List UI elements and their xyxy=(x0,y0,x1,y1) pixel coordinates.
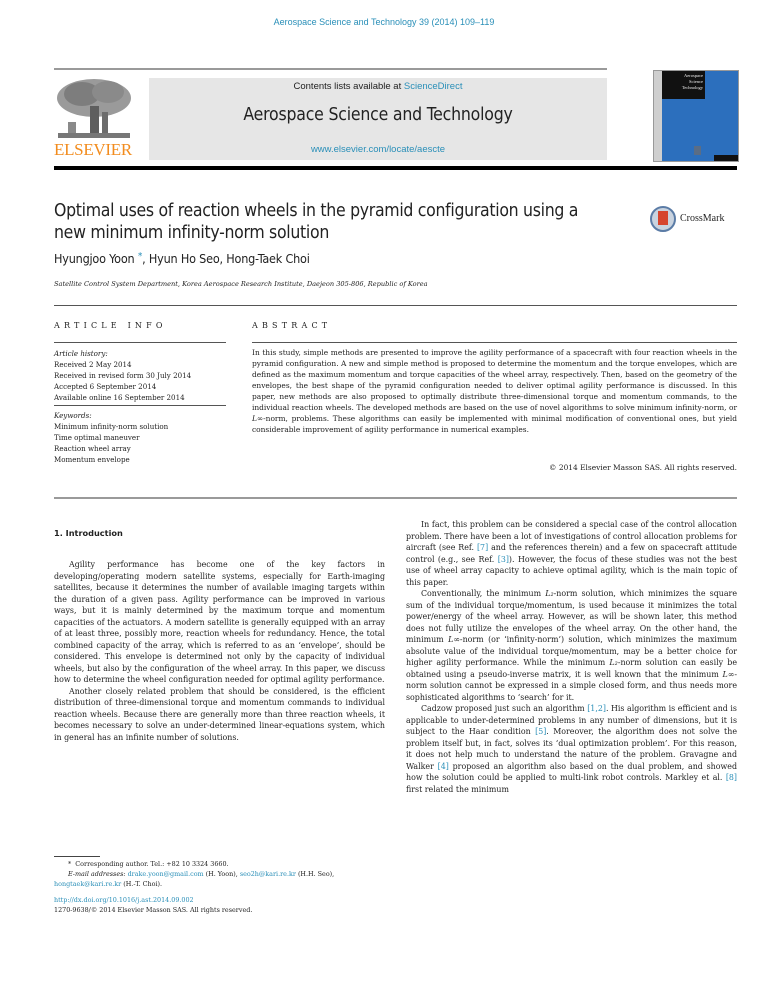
email-link[interactable]: seo2h@kari.re.kr xyxy=(239,870,296,878)
elsevier-logo[interactable] xyxy=(54,78,134,160)
text-run: -norm (or ‘infinity-norm’) solution, which minimizes the maximum absolute value of the individual torque/momentum, may be a better choice for higher agility performance. While the minimum xyxy=(406,635,737,667)
reference-link[interactable]: [1,2] xyxy=(587,704,606,713)
affiliation-rule xyxy=(54,305,737,306)
paragraph xyxy=(406,519,737,588)
cover-spine xyxy=(654,71,662,161)
abstract-rule xyxy=(252,342,737,343)
paragraph: Another closely related problem that should be considered, is the efficient distribution of three-dimensional torque and momentum commands to individual reaction wheels. Because there are generally more than three reaction wheels, it becomes necessary to solve an under-determined linear-equations system, which in general has an infinite number of solutions. xyxy=(54,686,385,742)
cover-title-line: Science xyxy=(689,79,703,84)
reference-link[interactable]: [7] xyxy=(476,543,489,552)
text-run: Cadzow proposed just such an algorithm xyxy=(421,704,588,713)
author-separator: , xyxy=(219,251,227,266)
paragraph xyxy=(406,588,737,703)
section-title-introduction: 1. Introduction xyxy=(54,528,123,538)
journal-cover-thumbnail[interactable] xyxy=(653,70,739,162)
paragraph xyxy=(406,703,737,795)
email-owner: (H.-T. Choi). xyxy=(121,880,163,888)
text-run: ). However, the focus of these studies was not the best use of wheel array capacity to achieve optimal agility, which is the main topic of this paper. xyxy=(406,554,737,587)
text-run: -norm solution, which minimizes the square sum of the individual torque/momentum, is used because it minimizes the total power/energy of the wheel array. However, as will be shown later, this method does not fully utilize the envelopes of the wheel array. On the other hand, the minimum xyxy=(406,589,737,644)
elsevier-tree-icon xyxy=(54,78,134,141)
right-column xyxy=(406,519,737,795)
doi-block xyxy=(54,895,385,915)
article-history-label: Article history: xyxy=(54,349,108,358)
cover-bottom-bar xyxy=(714,155,738,161)
footnote-rule xyxy=(54,856,100,857)
reference-link[interactable]: [5] xyxy=(535,727,547,736)
crossmark-button[interactable] xyxy=(650,206,740,236)
keyword-item: Momentum envelope xyxy=(54,455,130,464)
keywords-block xyxy=(54,410,226,465)
keywords-rule xyxy=(54,405,226,406)
elsevier-wordmark: ELSEVIER xyxy=(54,140,132,159)
text-run: and the references therein) and a few on spacecraft attitude control (e.g., see Ref. xyxy=(406,543,737,564)
article-title-line-2: new minimum infinity-norm solution xyxy=(54,223,330,243)
contents-prefix: Contents lists available at xyxy=(293,81,404,92)
reference-link[interactable]: [3] xyxy=(497,554,509,564)
email-addresses xyxy=(54,869,385,889)
keyword-item: Reaction wheel array xyxy=(54,444,131,453)
header-top-rule xyxy=(54,68,607,70)
math-l2: L₂ xyxy=(545,589,554,598)
header-bottom-rule xyxy=(54,166,737,170)
left-column xyxy=(54,559,385,743)
math-l2: L₂ xyxy=(609,658,618,667)
keyword-item: Minimum infinity-norm solution xyxy=(54,422,169,431)
history-accepted: Accepted 6 September 2014 xyxy=(54,382,157,391)
article-history xyxy=(54,348,226,403)
text-run: . Moreover, the algorithm does not solve the problem itself but, in fact, solves its ‘dual optimization problem’. For this reason, it does not help much to understand the nature of the problem. Gravagne and Walker xyxy=(406,727,737,771)
footnote-mark: * xyxy=(68,860,72,868)
math-l-infinity: L∞ xyxy=(722,669,735,679)
paragraph: Agility performance has become one of the key factors in developing/operating modern satellite systems, especially for Earth-imaging satellites, because it determines the number of available imaging targets within the duration of a given pass. Agility performance can be improved in various ways, but it is mainly determined by the maximum torque and momentum capacities of the actuators. A modern satellite is generally equipped with an array of at least three, possibly more, reaction wheels for redundancy. Hence, the total combined capacity of the array, which is referred to as an ‘envelope’, should be considered. This envelope is determined not only by the capacity of individual wheels, but also by the configuration of the wheel array. In this paper, we discuss how to determine the wheel configuration needed for optimal agility performance. xyxy=(54,560,385,684)
journal-url-link[interactable]: www.elsevier.com/locate/aescte xyxy=(310,144,446,155)
author-affiliation: Satellite Control System Department, Korea Aerospace Research Institute, Daejeon 305-806, Republic of Korea xyxy=(54,280,428,288)
history-revised: Received in revised form 30 July 2014 xyxy=(54,371,192,380)
text-run: -norm solution cannot be expressed in a simple closed form, and thus needs more sophisticated algorithms to ‘search’ for it. xyxy=(406,669,737,702)
author-name: Hong-Taek Choi xyxy=(226,251,310,266)
corresponding-author-mark[interactable]: * xyxy=(137,251,143,262)
crossmark-ribbon-icon xyxy=(658,211,668,225)
doi-link[interactable]: http://dx.doi.org/10.1016/j.ast.2014.09.002 xyxy=(54,896,194,904)
journal-citation[interactable]: Aerospace Science and Technology 39 (2014) 109–119 xyxy=(273,17,495,27)
text-run: . His algorithm is efficient and is applicable to under-determined problems in any number of dimensions, but it is subject to the Haar condition xyxy=(406,704,737,736)
journal-header-box xyxy=(149,78,607,160)
abstract-copyright: © 2014 Elsevier Masson SAS. All rights reserved. xyxy=(549,463,737,472)
author-name: Hyun Ho Seo xyxy=(148,251,220,266)
issn-copyright: 1270-9638/© 2014 Elsevier Masson SAS. All rights reserved. xyxy=(54,906,253,914)
cover-emblem-icon xyxy=(694,146,701,155)
text-run: In fact, this problem can be considered a special case of the control allocation problem. There have been a lot of investigations of control allocation problems for aircraft (see Ref. xyxy=(406,520,737,552)
keyword-item: Time optimal maneuver xyxy=(54,433,140,442)
body-separator-rule xyxy=(54,497,737,499)
author-separator: , xyxy=(142,251,149,266)
journal-name: Aerospace Science and Technology xyxy=(243,105,513,125)
article-title xyxy=(54,200,614,244)
email-label: E-mail addresses: xyxy=(68,870,128,878)
article-info-heading: ARTICLE INFO xyxy=(54,321,167,330)
abstract-text-part: -norm, problems. These algorithms can easily be implemented with minimal modification of conventional ones, but yield considerable improvement of agility performance in numerical examples. xyxy=(252,414,737,434)
email-link[interactable]: hongtaek@kari.re.kr xyxy=(54,880,122,888)
author-list xyxy=(54,251,310,266)
corresponding-author-note xyxy=(54,859,385,869)
sciencedirect-link[interactable]: ScienceDirect xyxy=(403,81,463,92)
math-l-infinity: L∞ xyxy=(252,414,264,423)
email-owner: (H. Yoon), xyxy=(203,870,240,878)
email-owner: (H.H. Seo), xyxy=(295,870,335,878)
cover-title-line: Technology xyxy=(681,85,703,90)
contents-available-line xyxy=(149,81,607,92)
text-run: -norm solution can easily be obtained using a pseudo-inverse matrix, it is well known that the minimum xyxy=(406,658,737,679)
abstract-text-part: In this study, simple methods are presented to improve the agility performance of a spacecraft with four reaction wheels in the pyramid configuration. A new and simple method is proposed to determine the momentum and the torque envelopes, which are defined as the maximum momentum and torque capacities of the wheel array, respectively. Then, based on the geometry of the envelopes, the best shape of the pyramid configuration needed to deliver optimal agility performance is discussed. In this paper, new methods are also proposed to optimally distribute three-dimensional torque and momentum commands, to the individual reaction wheels. The developed methods are based on the use of novel algorithms to solve minimum infinity-norm, or xyxy=(252,348,737,412)
abstract-heading: ABSTRACT xyxy=(252,321,332,330)
cover-title-block xyxy=(662,71,705,99)
history-online: Available online 16 September 2014 xyxy=(54,393,185,402)
math-l-infinity: L∞ xyxy=(448,635,460,644)
email-link[interactable]: drake.yoon@gmail.com xyxy=(127,870,204,878)
crossmark-label: CrossMark xyxy=(680,213,725,224)
keywords-label: Keywords: xyxy=(54,411,92,420)
text-run: first related the minimum xyxy=(406,784,509,794)
text-run: proposed an algorithm also based on the dual problem, and showed how the solution could be applied to multi-link robot controls. Markley et al. xyxy=(406,761,737,782)
footnote-corresponding xyxy=(54,859,385,889)
corresponding-author-text: Corresponding author. Tel.: +82 10 3324 3660. xyxy=(75,860,229,868)
author-name: Hyungjoo Yoon xyxy=(54,251,135,266)
article-title-line-1: Optimal uses of reaction wheels in the pyramid configuration using a xyxy=(54,201,579,221)
cover-title-line: Aerospace xyxy=(684,73,703,78)
abstract-text xyxy=(252,347,737,435)
article-info-rule xyxy=(54,342,226,343)
reference-link[interactable]: [8] xyxy=(725,773,737,782)
reference-link[interactable]: [4] xyxy=(437,761,449,771)
text-run: Conventionally, the minimum xyxy=(421,589,546,598)
history-received: Received 2 May 2014 xyxy=(54,360,132,369)
